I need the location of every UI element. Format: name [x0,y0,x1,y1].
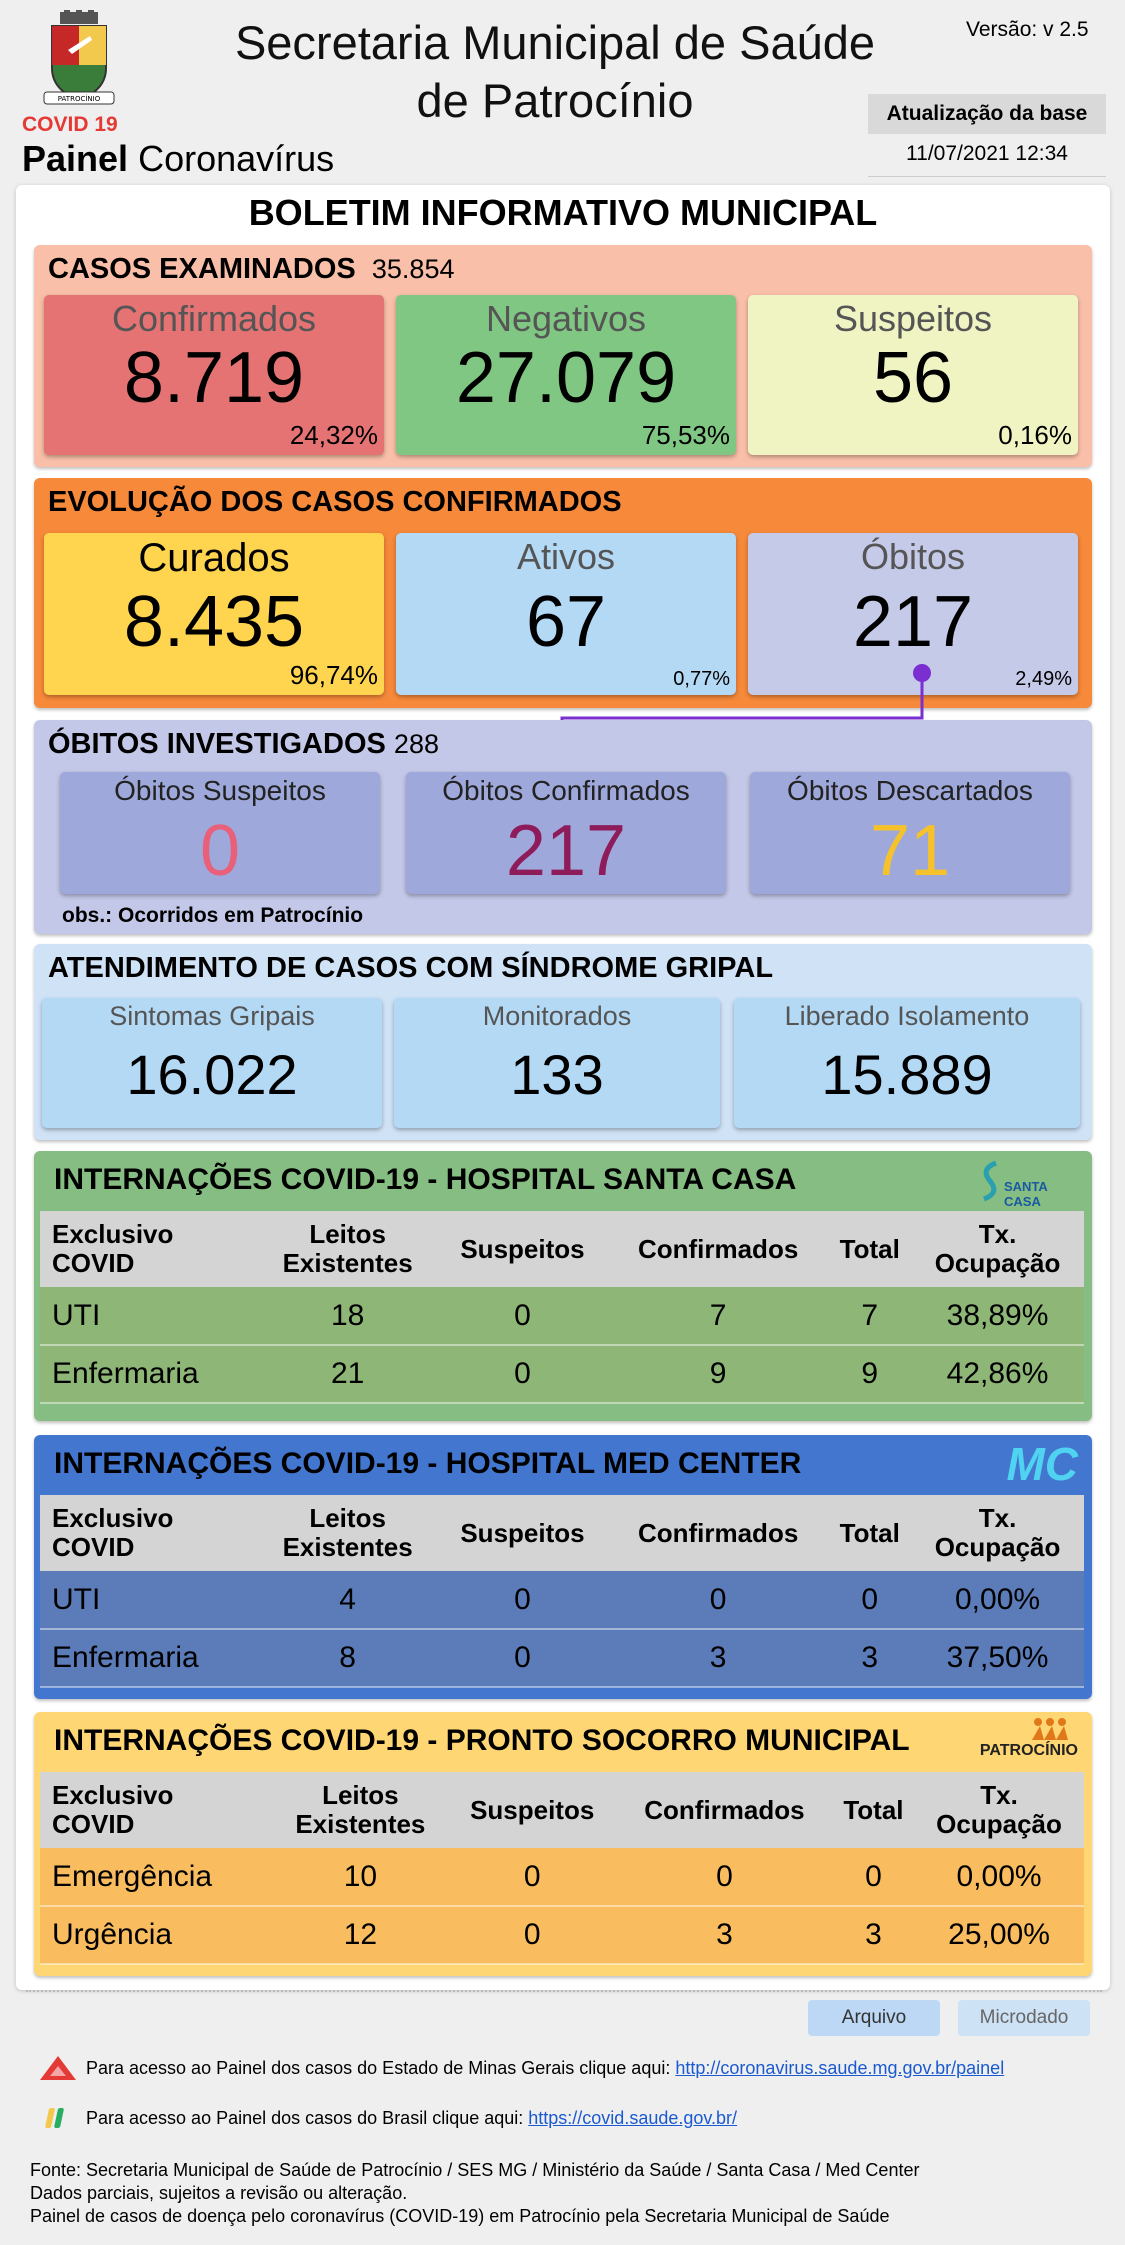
page-title: Secretaria Municipal de Saúde de Patrocínio [234,16,876,127]
header-cell: Tx. Ocupação [911,1211,1084,1287]
box-value: 71 [869,811,951,891]
box-percent: 0,77% [673,668,730,690]
header-cell: Leitos Existentes [258,1211,437,1287]
minas-gerais-icon [38,2054,78,2082]
obitos-confirmados-box [406,772,726,894]
covid-label: COVID 19 [22,113,118,136]
box-label: Curados [138,536,290,580]
divider [868,176,1106,177]
box-label: Óbitos Confirmados [442,775,690,806]
section-title: INTERNAÇÕES COVID-19 - PRONTO SOCORRO MUNICIPAL [54,1724,910,1757]
confirmados-box [44,295,384,455]
table-row: Urgência 12 0 3 3 25,00% [40,1906,1084,1964]
header [0,0,1125,185]
box-label: Sintomas Gripais [109,1001,315,1031]
box-percent: 0,16% [998,420,1072,450]
sindrome-gripal-section [34,944,1092,1140]
box-percent: 2,49% [1015,668,1072,690]
box-label: Confirmados [111,298,317,339]
med-center-section [34,1435,1092,1699]
header-cell: Confirmados [608,1495,828,1571]
brasil-icon [44,2104,72,2132]
header-cell: Total [828,1495,911,1571]
box-label: Óbitos Suspeitos [114,775,326,806]
section-title: ÓBITOS INVESTIGADOS 288 [48,728,439,760]
header-cell: Tx. Ocupação [911,1495,1084,1571]
header-cell: Suspeitos [448,1772,616,1848]
header-cell: Confirmados [608,1211,828,1287]
monitorados-box [394,998,720,1128]
box-value: 217 [852,582,974,662]
box-label: Liberado Isolamento [784,1001,1030,1031]
sintomas-box [42,998,382,1128]
box-label: Negativos [485,298,647,339]
box-value: 133 [510,1043,604,1106]
pronto-socorro-table [40,1772,1084,1965]
casos-total: 35.854 [371,254,455,284]
pronto-socorro-section [34,1712,1092,1976]
box-percent: 75,53% [641,420,730,450]
box-percent: 24,32% [289,420,378,450]
bulletin-title: BOLETIM INFORMATIVO MUNICIPAL [248,192,878,233]
br-link-row [34,2096,1092,2140]
update-date: 11/07/2021 12:34 [906,142,1068,165]
box-value: 16.022 [126,1043,298,1106]
footer-source: Fonte: Secretaria Municipal de Saúde de Patrocínio / SES MG / Ministério da Saúde / Santa Casa / Med Center [30,2160,920,2180]
table-row: Enfermaria 21 0 9 9 42,86% [40,1345,1084,1403]
table-row: UTI 4 0 0 0 0,00% [40,1571,1084,1629]
box-value: 217 [505,811,627,891]
section-title: CASOS EXAMINADOS 35.854 [48,253,455,285]
obitos-obs: obs.: Ocorridos em Patrocínio [62,904,364,927]
table-row: Emergência 10 0 0 0 0,00% [40,1848,1084,1906]
table-row: Enfermaria 8 0 3 3 37,50% [40,1629,1084,1687]
city-crest-icon [38,10,120,110]
header-cell: Confirmados [616,1772,833,1848]
br-link-text: Para acesso ao Painel dos casos do Brasil clique aqui: [86,2108,529,2128]
box-value: 67 [525,582,607,662]
obitos-suspeitos-box [60,772,380,894]
negativos-box [396,295,736,455]
obitos-investigados-section [34,720,1092,934]
mg-link[interactable]: http://coronavirus.saude.mg.gov.br/painel [675,2058,1005,2078]
santa-casa-section [34,1151,1092,1421]
mg-link-row [34,2046,1092,2090]
table-row: UTI 18 0 7 7 38,89% [40,1287,1084,1345]
med-center-logo: MC [1006,1438,1078,1490]
box-value: 15.889 [821,1043,993,1106]
section-title: EVOLUÇÃO DOS CASOS CONFIRMADOS [48,486,622,518]
footer-credit: Painel de casos de doença pelo coronavírus (COVID-19) em Patrocínio pela Secretaria Municipal de Saúde [30,2206,890,2226]
header-cell: Suspeitos [437,1495,608,1571]
box-label: Ativos [516,536,616,577]
footer-disclaimer: Dados parciais, sujeitos a revisão ou alteração. [30,2183,408,2203]
divider [26,1990,1102,1992]
box-percent: 96,74% [289,660,378,690]
arquivo-button[interactable]: Arquivo [808,2000,940,2036]
header-cell: Total [833,1772,914,1848]
santa-casa-table [40,1211,1084,1404]
suspeitos-box [748,295,1078,455]
painel-label: Painel Coronavírus [22,138,335,179]
box-label: Suspeitos [833,298,993,339]
liberado-box [734,998,1080,1128]
box-label: Óbitos [860,536,966,577]
header-cell: Exclusivo COVID [40,1495,258,1571]
section-title: INTERNAÇÕES COVID-19 - HOSPITAL SANTA CASA [54,1163,797,1196]
microdado-button[interactable]: Microdado [958,2000,1090,2036]
obitos-total: 288 [393,729,439,759]
br-link[interactable]: https://covid.saude.gov.br/ [528,2108,738,2128]
santa-casa-logo: SANTA CASA [978,1159,1078,1203]
box-label: Óbitos Descartados [787,775,1033,806]
box-label: Monitorados [482,1001,632,1031]
section-title: INTERNAÇÕES COVID-19 - HOSPITAL MED CENTER [54,1447,802,1480]
update-label: Atualização da base [868,94,1106,134]
header-cell: Total [828,1211,911,1287]
version-label: Versão: v 2.5 [966,18,1089,41]
mg-link-text: Para acesso ao Painel dos casos do Estado de Minas Gerais clique aqui: [86,2058,676,2078]
med-center-table [40,1495,1084,1688]
svg-text:PATROCÍNIO: PATROCÍNIO [57,95,101,103]
header-cell: Exclusivo COVID [40,1772,273,1848]
box-value: 56 [872,338,954,418]
casos-examinados-section [34,245,1092,467]
box-value: 27.079 [455,338,677,418]
box-value: 8.719 [123,338,305,418]
header-cell: Leitos Existentes [258,1495,437,1571]
header-cell: Leitos Existentes [273,1772,449,1848]
section-title: ATENDIMENTO DE CASOS COM SÍNDROME GRIPAL [48,952,774,984]
header-cell: Exclusivo COVID [40,1211,258,1287]
obitos-descartados-box [750,772,1070,894]
header-cell: Suspeitos [437,1211,608,1287]
box-value: 8.435 [123,582,305,662]
header-cell: Tx. Ocupação [914,1772,1084,1848]
patrocinio-logo: PATROCÍNIO [968,1716,1078,1764]
box-value: 0 [199,811,241,891]
footer [30,2159,919,2228]
